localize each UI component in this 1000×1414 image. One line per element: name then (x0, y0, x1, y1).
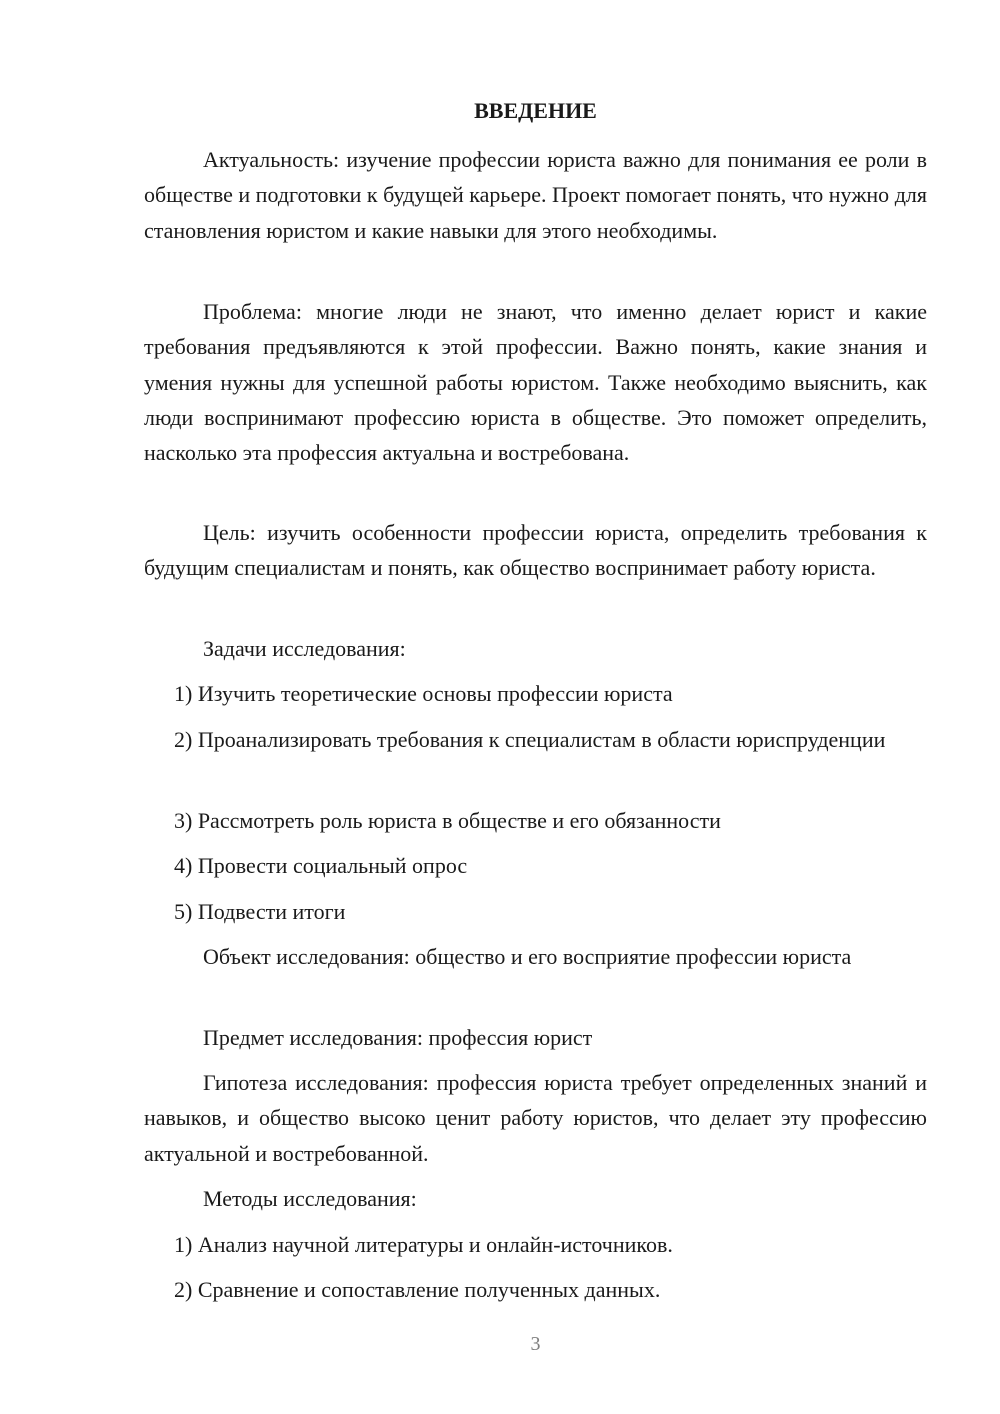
method-item-2: 2) Сравнение и сопоставление полученных данных. (174, 1277, 661, 1302)
page-number: 3 (530, 1333, 541, 1355)
methods-title: Методы исследования: (203, 1186, 417, 1211)
task-item-4: 4) Провести социальный опрос (174, 853, 468, 878)
task-item-5: 5) Подвести итоги (174, 899, 346, 924)
task-item-2: 2) Проанализировать требования к специалистам в области юриспруденции (174, 727, 886, 752)
task-item-3: 3) Рассмотреть роль юриста в обществе и его обязанности (174, 808, 721, 833)
method-item-1: 1) Анализ научной литературы и онлайн-источников. (174, 1232, 673, 1257)
object-paragraph: Объект исследования: общество и его восприятие профессии юриста (203, 944, 852, 969)
hypothesis-paragraph: Гипотеза исследования: профессия юриста требует определенных знаний и навыков, и общество высоко ценит работу юристов, что делает эту профессию актуальной и востребованной. (144, 1070, 927, 1166)
goal-paragraph: Цель: изучить особенности профессии юриста, определить требования к будущим специалистам и понять, как общество воспринимает работу юриста. (144, 520, 927, 581)
tasks-title: Задачи исследования: (203, 636, 406, 661)
document-page (144, 0, 927, 1414)
task-item-1: 1) Изучить теоретические основы профессии юриста (174, 681, 673, 706)
subject-paragraph: Предмет исследования: профессия юрист (203, 1025, 593, 1050)
relevance-paragraph: Актуальность: изучение профессии юриста важно для понимания ее роли в обществе и подготовки к будущей карьере. Проект помогает понять, что нужно для становления юристом и какие навыки для этого необходимы. (144, 147, 927, 243)
section-heading: ВВЕДЕНИЕ (474, 98, 597, 123)
problem-paragraph: Проблема: многие люди не знают, что именно делает юрист и какие требования предъявляются к этой профессии. Важно понять, какие знания и умения нужны для успешной работы юристом. Также необходимо выяснить, как люди воспринимают профессию юриста в обществе. Это поможет определить, насколько эта профессия актуальна и востребована. (144, 299, 927, 466)
